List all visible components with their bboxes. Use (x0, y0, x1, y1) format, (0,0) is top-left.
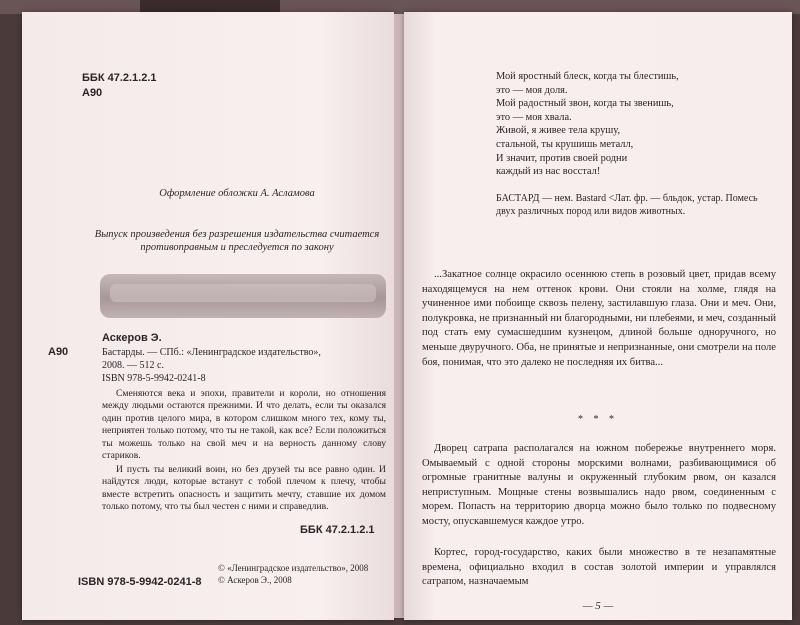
poem-line: стальной, ты крушишь металл, (496, 138, 634, 150)
section-separator: * * * (578, 414, 618, 425)
decorative-banner (100, 274, 386, 318)
cover-credit: Оформление обложки А. Асламова (159, 188, 315, 199)
poem-line: Мой яростный блеск, когда ты блестишь, (496, 71, 679, 82)
card-code: А90 (48, 346, 69, 358)
bastard-definition: БАСТАРД — нем. Bastard <Лат. фр. — бльдок, устар. Помесь двух различных пород или видов животных. (496, 193, 758, 217)
copyright-line-1: © «Ленинградское издательство», 2008 (218, 563, 369, 573)
bbk-code-bottom: ББК 47.2.1.2.1 (300, 524, 375, 536)
left-page (22, 12, 394, 620)
copyright-line-2: © Аскеров Э., 2008 (218, 575, 292, 585)
right-page (404, 12, 792, 620)
annotation-paragraph-1: Сменяются века и эпохи, правители и короли, но отношения между людьми остаются прежними. И что делать, если ты оказался один против целого мира, в котором слишком много тех, кому ты, неприятен только потому, что ты не такой, как все? Если положиться ты можешь только на свой меч и на верность данному слову стариков. (102, 388, 386, 462)
card-line-1: Бастарды. — СПб.: «Ленинградское издательство», (102, 347, 321, 358)
epigraph-poem (496, 70, 756, 179)
page-number: — 5 — (582, 600, 614, 612)
poem-line: Живой, я живее тела крушу, (496, 125, 621, 137)
story-paragraph-3: Кортес, город-государство, каких были множество в те незапамятные времена, официально входил в состав золотой империи и управлялся сатрапом, назначаемым (422, 547, 776, 588)
isbn-bottom: ISBN 978-5-9942-0241-8 (78, 576, 202, 588)
card-isbn: ISBN 978-5-9942-0241-8 (102, 373, 206, 384)
poem-line: это — моя хвала. (496, 111, 572, 123)
card-line-2: 2008. — 512 с. (102, 360, 164, 371)
catalog-card (102, 346, 382, 385)
card-author: Аскеров Э. (102, 332, 162, 344)
author-code-top: А90 (82, 87, 103, 99)
copyright-block (218, 562, 368, 586)
poem-line: каждый из нас восстал! (496, 166, 601, 178)
poem-line: И значит, против своей родни (496, 152, 628, 164)
poem-line: это — моя доля. (496, 84, 568, 96)
copyright-notice: Выпуск произведения без разрешения издательства считается противоправным и преследуется по закону (94, 229, 380, 253)
book-spine (394, 14, 404, 618)
story-paragraph-1: ...Закатное солнце окрасило осеннюю степь в розовый цвет, придав всему находящемуся на нем оттенок крови. Они стояли на холме, глядя на учиненное ими побоище сквозь пелену, застилавшую глаза. Они и меч. Они, полукровка, не признанный ни благородными, ни плебеями, и меч, созданный под стать ему сумасшедшим кузнецом, длиной больше одноручного, но меньше двуручного. Оба, не принятые и непризнанные, они смотрели на поле боя, понимая, что это далеко не последняя их битва... (422, 269, 776, 368)
poem-line: Мой радостный звон, когда ты звенишь, (496, 98, 674, 110)
story-paragraph-2: Дворец сатрапа располагался на южном побережье внутреннего моря. Омываемый с одной стороны морскими волнами, разбивающимися об огромные гранитные валуны и окруженный глубоким рвом, он казался неприступным. Мощные стены возвышались надо рвом, соединенным с морем. Попасть на территорию дворца можно было только по подвесному мосту, опускавшемуся каждое утро. (422, 443, 776, 527)
bbk-code-top: ББК 47.2.1.2.1 (82, 72, 157, 84)
annotation-paragraph-2: И пусть ты великий воин, но без друзей ты все равно один. И найдутся люди, которые встанут с тобой плечом к плечу, чтобы вместе встретить опасность и защитить мечту, ставшие их домом только потому, что ты был честен с ними и справедлив. (102, 464, 386, 513)
